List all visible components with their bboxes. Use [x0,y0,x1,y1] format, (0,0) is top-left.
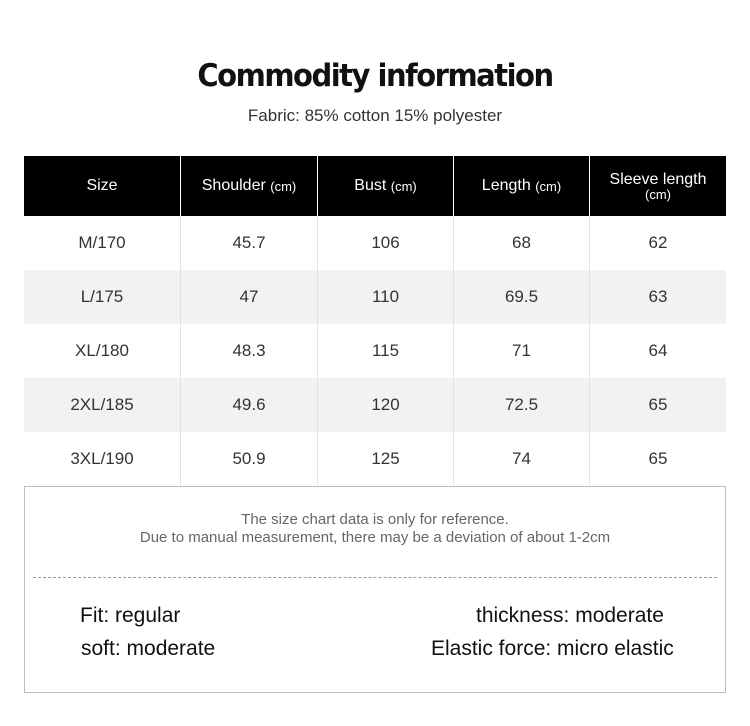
cell-length: 71 [454,324,590,378]
cell-shoulder: 50.9 [181,432,318,486]
header-sleeve-length [590,156,726,216]
header-shoulder-label: Shoulder [201,177,266,194]
cell-sleeve-length: 65 [648,395,668,414]
cell-size: 3XL/190 [24,432,181,486]
cell-sleeve-length: 64 [648,341,668,360]
dotted-divider [33,577,717,578]
header-size [24,156,181,216]
cell-bust: 115 [318,324,454,378]
header-bust [318,156,454,216]
header-shoulder-unit: (cm) [270,178,297,194]
page-title: Commodity information [197,56,553,94]
cell-length: 69.5 [454,270,590,324]
header-length-unit: (cm) [535,178,562,194]
cell-sleeve-length: 62 [648,233,668,252]
elastic-spec: Elastic force: micro elastic [431,637,674,660]
fabric-info: Fabric: 85% cotton 15% polyester [247,106,503,125]
cell-shoulder: 49.6 [181,378,318,432]
header-shoulder [181,156,318,216]
header-length [454,156,590,216]
fit-spec: Fit: regular [80,604,181,627]
header-bust-unit: (cm) [390,178,417,194]
cell-length: 74 [454,432,590,486]
header-length-label: Length [481,177,531,194]
cell-size: M/170 [24,216,181,270]
table-row [24,216,726,270]
table-row [24,324,726,378]
cell-bust: 125 [318,432,454,486]
cell-shoulder: 45.7 [181,216,318,270]
header-size-label: Size [86,177,118,194]
cell-sleeve-length: 63 [648,287,668,306]
header-bust-label: Bust [354,177,387,194]
thickness-spec: thickness: moderate [476,604,664,627]
cell-bust: 110 [318,270,454,324]
cell-length: 68 [454,216,590,270]
header-sleeve-label: Sleeve length [609,170,707,188]
header-sleeve-unit: (cm) [645,186,671,202]
deviation-note: Due to manual measurement, there may be a deviation of about 1-2cm [139,529,611,546]
soft-spec: soft: moderate [81,637,216,660]
cell-shoulder: 48.3 [181,324,318,378]
size-chart-table [24,156,726,486]
table-row [24,270,726,324]
reference-note: The size chart data is only for reference. [241,511,509,528]
cell-shoulder: 47 [181,270,318,324]
table-row [24,432,726,486]
table-row [24,378,726,432]
cell-bust: 106 [318,216,454,270]
cell-sleeve-length: 65 [648,449,668,468]
notes-box [24,486,726,693]
table-header-row [24,156,726,216]
cell-size: L/175 [24,270,181,324]
cell-length: 72.5 [454,378,590,432]
cell-size: XL/180 [24,324,181,378]
cell-size: 2XL/185 [24,378,181,432]
cell-bust: 120 [318,378,454,432]
